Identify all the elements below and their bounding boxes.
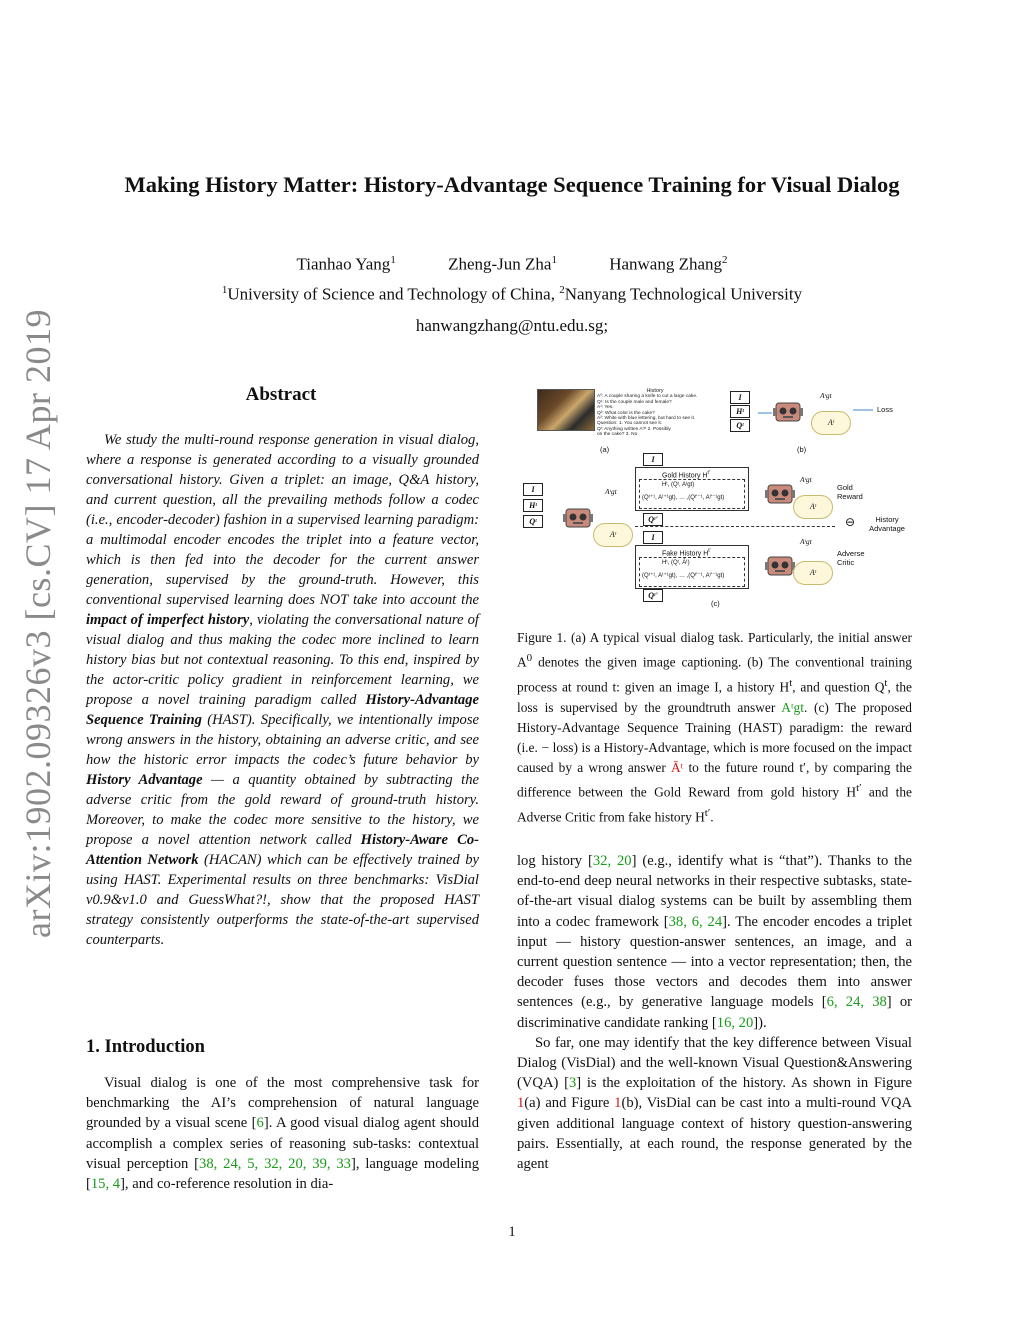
affiliations: $^1$University of Science and Technology of China, $^2$Nanyang Technological University bbox=[221, 284, 803, 304]
robot-icon bbox=[563, 507, 593, 529]
citation-link[interactable]: 32, 20 bbox=[592, 853, 632, 869]
citation-link[interactable]: 3 bbox=[568, 1075, 577, 1092]
question-box: Qᵗ bbox=[523, 515, 543, 528]
figure-1 bbox=[515, 383, 915, 615]
abstract-body: We study the multi-round response generation in visual dialog, where a response is generated according to a visually grounded conversational history. Given a triplet: an image, Q&A history, and current question, all the prevailing methods follow a codec (i.e., encoder-decoder) fashion in a supervised learning paradigm: a multimodal encoder encodes the triplet into a feature vector, which is then fed into the decoder for the current answer generation, supervised by the ground-truth. However, this conventional supervised learning does NOT take into account the impact of imperfect history, violating the conversational nature of visual dialog and thus making the codec more inclined to learn history bias but not contextual reasoning. To this end, inspired by the actor-critic policy gradient in reinforcement learning, we propose a novel training paradigm called History-Advantage Sequence Training (HAST). Specifically, we intentionally impose wrong answers in the history, obtaining an adverse critic, and see how the historic error impacts the codec’s future behavior by History Advantage — a quantity obtained by subtracting the adverse critic from the gold reward of ground-truth history. Moreover, to make the codec more sensitive to the history, we propose a novel attention network called History-Aware Co-Attention Network (HACAN) which can be effectively trained by using HAST. Experimental results on three benchmarks: VisDial v0.9&v1.0 and GuessWhat?!, show that the proposed HAST strategy consistently outperforms the state-of-the-art supervised counterparts. bbox=[86, 432, 480, 948]
question-box: Qᵗ' bbox=[643, 513, 663, 526]
fake-history-box bbox=[635, 545, 749, 589]
figure-caption: Figure 1. (a) A typical visual dialog task. Particularly, the initial answer $A^0$ denotes the given image captioning. (b) The conventional training process at round t: given an image I, a history $H^t$, and question $Q^t$, the loss is supervised by the groundtruth answer Aᵗgt. (c) The proposed History-Advantage Sequence Training (HAST) paradigm: the reward (i.e. − loss) is a History-Advantage, which is more focused on the impact caused by a wrong answer Āᵗ to the future round t′, by comparing the difference between the Gold Reward from gold history $H^{t'}$ and the Adverse Critic from fake history $H^{t'}$. bbox=[517, 630, 912, 825]
author-1: Tianhao Yang$^1$ bbox=[296, 254, 396, 274]
gold-history-dashed: Hᵗ, (Qᵗ, Aᵗgt) (Qᵗ⁺¹, Aᵗ⁺¹gt), … ,(Qᵗ'⁻¹, Aᵗ'⁻¹gt) bbox=[639, 479, 745, 509]
gold-reward-label: Gold Reward bbox=[837, 483, 863, 501]
dialog-photo bbox=[537, 389, 595, 431]
divider bbox=[635, 526, 835, 527]
panel-b-label: (b) bbox=[797, 445, 807, 454]
robot-icon bbox=[765, 483, 795, 505]
history-box: Hᵗ bbox=[523, 499, 543, 512]
author-2: Zheng-Jun Zha$^1$ bbox=[448, 254, 557, 274]
image-box: I bbox=[523, 483, 543, 496]
image-box: I bbox=[643, 453, 663, 466]
citation-link[interactable]: 6 bbox=[256, 1115, 264, 1132]
paragraph: log history [32, 20] (e.g., identify what is “that”). Thanks to the end-to-end deep neural networks in their respective subtasks, state-of-the-art visual dialog systems can be built by assembling them into a codec framework [38, 6, 24]. The encoder encodes a triplet input — history question-answer sentences, an image, and a current question sentence — into a vector representation; then, the decoder fuses those vectors and decodes them into answer sentences (e.g., by generative language models [6, 24, 38] or discriminative candidate ranking [16, 20]). bbox=[517, 853, 912, 1031]
arrow bbox=[758, 412, 772, 414]
question-box: Qᵗ bbox=[730, 419, 750, 432]
loss-label: Loss bbox=[877, 405, 893, 414]
abstract-heading: Abstract bbox=[245, 384, 317, 405]
fake-history-dashed: Hᵗ, (Qᵗ, Āᵗ) (Qᵗ⁺¹, Aᵗ⁺¹gt), … ,(Qᵗ'⁻¹, Aᵗ'⁻¹gt) bbox=[639, 557, 745, 587]
history-box: Hᵗ bbox=[730, 405, 750, 418]
citation-link[interactable]: 38, 6, 24 bbox=[668, 913, 723, 930]
minus-icon: ⊖ bbox=[845, 515, 856, 529]
history-text-block: History A⁰: A couple sharing a knife to cut a large cake. Q¹: Is the couple male and female? A¹: Yes. Q²: What color is the cake? A²: White with blue lettering, but hard to see it. Question: 1. You cannot see it. Qᵗ: Anything written A?ᵗ 2. Possibly on the cake? 3. No bbox=[597, 388, 698, 438]
author-3: Hanwang Zhang$^2$ bbox=[609, 254, 728, 274]
author-list bbox=[0, 254, 1024, 275]
arrow bbox=[853, 409, 873, 411]
gt-answer-label: Aᵗgt bbox=[800, 475, 812, 484]
adverse-critic-label: Adverse Critic bbox=[837, 549, 865, 567]
figure-link[interactable]: 1 bbox=[614, 1095, 622, 1112]
fake-history-title: Fake History $H^{t'}$ bbox=[662, 548, 711, 558]
answer-cloud: Aᵗ bbox=[593, 523, 633, 547]
figure-link[interactable]: 1 bbox=[517, 1095, 525, 1112]
gold-history-box bbox=[635, 467, 749, 511]
gold-history-title: Gold History $H^{t'}$ bbox=[662, 470, 710, 480]
answer-cloud: Aᵗ bbox=[793, 495, 833, 519]
answer-cloud: Aᵗ bbox=[811, 411, 851, 435]
introduction-body: Visual dialog is one of the most comprehensive task for benchmarking the AI’s comprehension of natural language grounded by a visual scene [6]. A good visual dialog agent should accomplish a complex series of reasoning sub-tasks: contextual visual perception [38, 24, 5, 32, 20, 39, 33], language modeling [15, 4], and co-reference resolution in dia- bbox=[86, 1075, 480, 1193]
gt-answer-label: Aᵗgt bbox=[605, 487, 617, 496]
answer-cloud: Aᵗ bbox=[793, 561, 833, 585]
image-box: I bbox=[730, 391, 750, 404]
contact-email[interactable]: hanwangzhang@ntu.edu.sg; bbox=[415, 316, 609, 335]
page-number: 1 bbox=[508, 1224, 516, 1240]
history-advantage-label: History Advantage bbox=[869, 515, 905, 533]
panel-a-label: (a) bbox=[600, 445, 610, 454]
paper-title: Making History Matter: History-Advantage Sequence Training for Visual Dialog bbox=[124, 172, 900, 197]
question-box: Qᵗ' bbox=[643, 589, 663, 602]
robot-icon bbox=[765, 555, 795, 577]
citation-link[interactable]: 6, 24, 38 bbox=[826, 994, 887, 1011]
panel-c-label: (c) bbox=[711, 599, 720, 608]
paragraph: So far, one may identify that the key difference between Visual Dialog (VisDial) and the well-known Visual Question&Answering (VQA) [3] is the exploitation of the history. As shown in Figure 1(a) and Figure 1(b), VisDial can be cast into a multi-round VQA given additional language context of history question-answering pairs. Essentially, at each round, the response generated by the agent bbox=[517, 1034, 912, 1173]
citation-link[interactable]: 15, 4 bbox=[90, 1176, 121, 1193]
arxiv-sidebar-stamp: arXiv:1902.09326v3 [cs.CV] 17 Apr 2019 bbox=[18, 309, 58, 938]
introduction-heading: 1. Introduction bbox=[86, 1037, 205, 1057]
gt-answer-label: Aᵗgt bbox=[800, 537, 812, 546]
right-column-body bbox=[517, 851, 912, 1174]
robot-icon bbox=[773, 401, 803, 423]
gt-answer-label: Aᵗgt bbox=[820, 391, 832, 400]
image-box: I bbox=[643, 531, 663, 544]
citation-link[interactable]: 38, 24, 5, 32, 20, 39, 33 bbox=[199, 1155, 351, 1172]
citation-link[interactable]: 16, 20 bbox=[716, 1014, 754, 1031]
